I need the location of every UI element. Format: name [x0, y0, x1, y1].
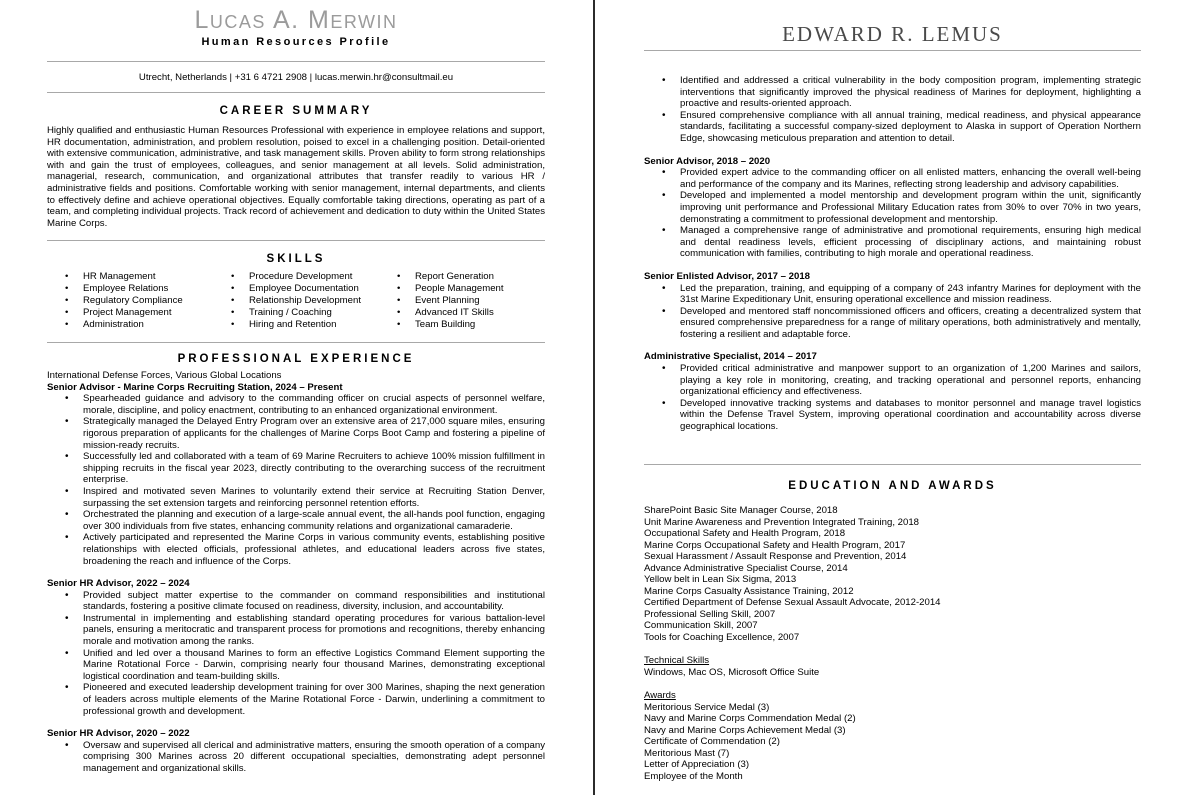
bullet-item: • Instrumental in implementing and establishing standard operating procedures for various battalion-level panels, ensuring a meritocratic and transparent process for promotions and recognitions, thereby enhancing morale and motivation among the ranks. — [47, 613, 545, 648]
skills-heading: SKILLS — [266, 253, 326, 265]
bullet-item: • Strategically managed the Delayed Entry Program over an extensive area of 217,000 square miles, ensuring rigorous preparation of applicants for the challenges of Marine Corps Boot Camp and fostering a pipeline of mission-ready recruits. — [47, 416, 545, 451]
bullet-item: • Inspired and motivated seven Marines to voluntarily extend their service at Recruiting Station Denver, surpassing the set extension targets and reinforcing personnel retention efforts. — [47, 486, 545, 509]
job-bullets — [47, 740, 545, 775]
resume-page-right — [595, 0, 1187, 795]
experience-continued — [644, 75, 1141, 433]
bullet-item: • Provided subject matter expertise to the commander on command responsibilities and institutional standards, fostering a positive climate focused on readiness, diversity, inclusion, and accountability. — [47, 590, 545, 613]
bullet-item: • Provided expert advice to the commanding officer on all enlisted matters, enhancing the overall well-being and performance of the company and its Marines, reflecting strong leadership and advisory capabilities. — [644, 167, 1141, 190]
skill-item: • Employee Relations — [47, 283, 213, 295]
award-item: Letter of Appreciation (3) — [644, 759, 750, 770]
divider — [47, 240, 545, 241]
bullet-item: • Spearheaded guidance and advisory to the commanding officer on crucial aspects of personnel welfare, morale, discipline, and policy enactment, contributing to an enhanced organizational environment. — [47, 393, 545, 416]
job-bullets — [644, 363, 1141, 433]
resume-page-left — [0, 0, 593, 795]
job-bullets — [644, 283, 1141, 341]
job-title: Senior Enlisted Advisor, 2017 – 2018 — [644, 270, 811, 282]
skill-item: • People Management — [379, 283, 545, 295]
award-item: Navy and Marine Corps Commendation Medal (2) — [644, 713, 856, 724]
bullet-item: • Managed a comprehensive range of administrative and promotional requirements, ensuring high medical and dental readiness levels, efficient processing of disciplinary actions, and maintaining robust communication with families, contributing to high morale and operational readiness. — [644, 225, 1141, 260]
resume-header — [644, 0, 1141, 46]
education-heading: EDUCATION AND AWARDS — [788, 480, 997, 492]
skill-item: • Team Building — [379, 319, 545, 331]
technical-skills-heading: Technical Skills — [644, 655, 710, 666]
bullet-item: • Oversaw and supervised all clerical and administrative matters, ensuring the smooth operation of a company comprising 300 Marines across 20 different occupational specialties, demonstrating adept personnel management and organizational skills. — [47, 740, 545, 775]
skill-item: • Employee Documentation — [213, 283, 379, 295]
course-item: Sexual Harassment / Assault Response and Prevention, 2014 — [644, 551, 907, 562]
course-item: Communication Skill, 2007 — [644, 620, 758, 631]
skill-item: • Event Planning — [379, 295, 545, 307]
divider — [644, 50, 1141, 51]
bullet-item: • Developed and implemented a model mentorship and development program within the unit, significantly improving unit performance and Professional Military Education rates from 30% to over 70% in two years, demonstrating a commitment to professional development and mentorship. — [644, 190, 1141, 225]
skills-list — [47, 271, 545, 331]
bullet-item: • Identified and addressed a critical vulnerability in the body composition program, implementing strategic interventions that significantly improved the physical readiness of Marines for deployment, highlighting a proactive and results-oriented approach. — [644, 75, 1141, 110]
experience-section — [47, 370, 545, 775]
skill-item: • HR Management — [47, 271, 213, 283]
skills-column — [213, 271, 379, 331]
bullet-item: • Unified and led over a thousand Marines to form an effective Logistics Command Element supporting the Marine Rotational Force - Darwin, comprising nearly four thousand Marines, demonstrating exceptional logistical coordination and team-building skills. — [47, 648, 545, 683]
job-title: Senior Advisor - Marine Corps Recruiting Station, 2024 – Present — [47, 381, 343, 393]
bullet-item: • Led the preparation, training, and equipping of a company of 243 infantry Marines for deployment with the 31st Marine Expeditionary Unit, ensuring operational excellence and mission readiness. — [644, 283, 1141, 306]
experience-heading: PROFESSIONAL EXPERIENCE — [177, 353, 415, 365]
divider — [47, 342, 545, 343]
bullet-item: • Ensured comprehensive compliance with all annual training, medical readiness, and physical appearance standards, facilitating a successful company-sized deployment to Alaska in support of Operation Northern Edge, showcasing meticulous preparation and attention to detail. — [644, 110, 1141, 145]
job-bullets — [47, 590, 545, 718]
job-bullets — [644, 75, 1141, 145]
course-item: Marine Corps Casualty Assistance Training, 2012 — [644, 585, 854, 597]
divider — [47, 61, 545, 62]
course-item: Advance Administrative Specialist Course, 2014 — [644, 562, 848, 574]
awards-heading: Awards — [644, 690, 676, 701]
bullet-item: • Successfully led and collaborated with a team of 69 Marine Recruiters to achieve 100% mission fulfillment in shipping recruits in the fiscal year 2023, directly contributing to the overarching success of the recruitment enterprise. — [47, 451, 545, 486]
skill-item: • Report Generation — [379, 271, 545, 283]
course-item: Yellow belt in Lean Six Sigma, 2013 — [644, 574, 797, 585]
bullet-item: • Actively participated and represented the Marine Corps in various community events, establishing positive relationships with elected officials, professional athletes, and educational leaders across five states, broadening the reach and influence of the Corps. — [47, 532, 545, 567]
career-summary-text: Highly qualified and enthusiastic Human Resources Professional with experience in employee relations and support, HR documentation, administration, and problem resolution, poised to excel in a challenging position. Detail-oriented with extensive communication, administrative, and task management skills. Proven ability to form strong relationships with and gain the trust of employees, colleagues, and senior management at all levels. Solid administration, managerial, research, communication, and organizational attributes that transfer readily to various HR / administrative fields and positions. Comfortable working with senior management, internal departments, and clients to effectively define and achieve operational objectives. Equally comfortable taking directions, operating as part of a team, and completing individual projects. Track record of achievement and dedication to duty within the United States Marine Corps. — [47, 125, 545, 229]
course-item: Occupational Safety and Health Program, 2018 — [644, 528, 846, 539]
job-title: Senior Advisor, 2018 – 2020 — [644, 155, 771, 167]
education-list — [644, 505, 1141, 782]
skill-item: • Regulatory Compliance — [47, 295, 213, 307]
career-summary-heading: CAREER SUMMARY — [219, 105, 373, 117]
award-item: Employee of the Month — [644, 770, 743, 782]
bullet-item: • Orchestrated the planning and execution of a large-scale annual event, the all-hands pool function, engaging over 300 individuals from five states, enhancing community relations and organizational camaraderie. — [47, 509, 545, 532]
award-item: Certificate of Commendation (2) — [644, 736, 780, 747]
candidate-name: Lucas A. Merwin — [194, 6, 398, 34]
skill-item: • Project Management — [47, 307, 213, 319]
job-bullets — [47, 393, 545, 567]
resume-subtitle: Human Resources Profile — [201, 36, 391, 48]
skills-column — [47, 271, 213, 331]
contact-line: Utrecht, Netherlands | +31 6 4721 2908 | lucas.merwin.hr@consultmail.eu — [138, 72, 454, 83]
skill-item: • Procedure Development — [213, 271, 379, 283]
skills-column — [379, 271, 545, 331]
award-item: Meritorious Mast (7) — [644, 747, 730, 759]
divider — [644, 464, 1141, 465]
skill-item: • Training / Coaching — [213, 307, 379, 319]
divider — [47, 92, 545, 93]
employer-line: International Defense Forces, Various Global Locations — [47, 370, 282, 381]
candidate-name: EDWARD R. LEMUS — [782, 22, 1003, 46]
course-item: Unit Marine Awareness and Prevention Integrated Training, 2018 — [644, 516, 920, 528]
job-title: Administrative Specialist, 2014 – 2017 — [644, 351, 817, 363]
course-item: Professional Selling Skill, 2007 — [644, 608, 776, 620]
bullet-item: • Developed and mentored staff noncommissioned officers and officers, creating a decentralized system that ensured comprehensive preparedness for a range of military operations, both administratively and mentally, fostering a resilient and adaptable force. — [644, 306, 1141, 341]
bullet-item: • Pioneered and executed leadership development training for over 300 Marines, shaping the next generation of leaders across multiple elements of the Marine Rotational Force - Darwin, underlining a commitment to professional growth and development. — [47, 682, 545, 717]
job-title: Senior HR Advisor, 2020 – 2022 — [47, 728, 190, 740]
award-item: Meritorious Service Medal (3) — [644, 701, 770, 713]
bullet-item: • Provided critical administrative and manpower support to an organization of 1,200 Marines and sailors, playing a key role in monitoring, creating, and tracking operational and personnel reports, enhancing organizational efficiency and effectiveness. — [644, 363, 1141, 398]
skill-item: • Hiring and Retention — [213, 319, 379, 331]
skill-item: • Administration — [47, 319, 213, 331]
course-item: SharePoint Basic Site Manager Course, 2018 — [644, 505, 838, 516]
technical-skills-text: Windows, Mac OS, Microsoft Office Suite — [644, 666, 820, 678]
skill-item: • Relationship Development — [213, 295, 379, 307]
job-bullets — [644, 167, 1141, 260]
skill-item: • Advanced IT Skills — [379, 307, 545, 319]
resume-header — [47, 0, 545, 49]
award-item: Navy and Marine Corps Achievement Medal (3) — [644, 724, 846, 736]
bullet-item: • Developed innovative tracking systems and databases to monitor personnel and manage travel logistics within the Defense Travel System, improving operational coordination and accountability across diverse geographical locations. — [644, 398, 1141, 433]
course-item: Marine Corps Occupational Safety and Health Program, 2017 — [644, 539, 906, 551]
course-item: Certified Department of Defense Sexual Assault Advocate, 2012-2014 — [644, 597, 941, 608]
job-title: Senior HR Advisor, 2022 – 2024 — [47, 578, 190, 590]
course-item: Tools for Coaching Excellence, 2007 — [644, 631, 800, 643]
